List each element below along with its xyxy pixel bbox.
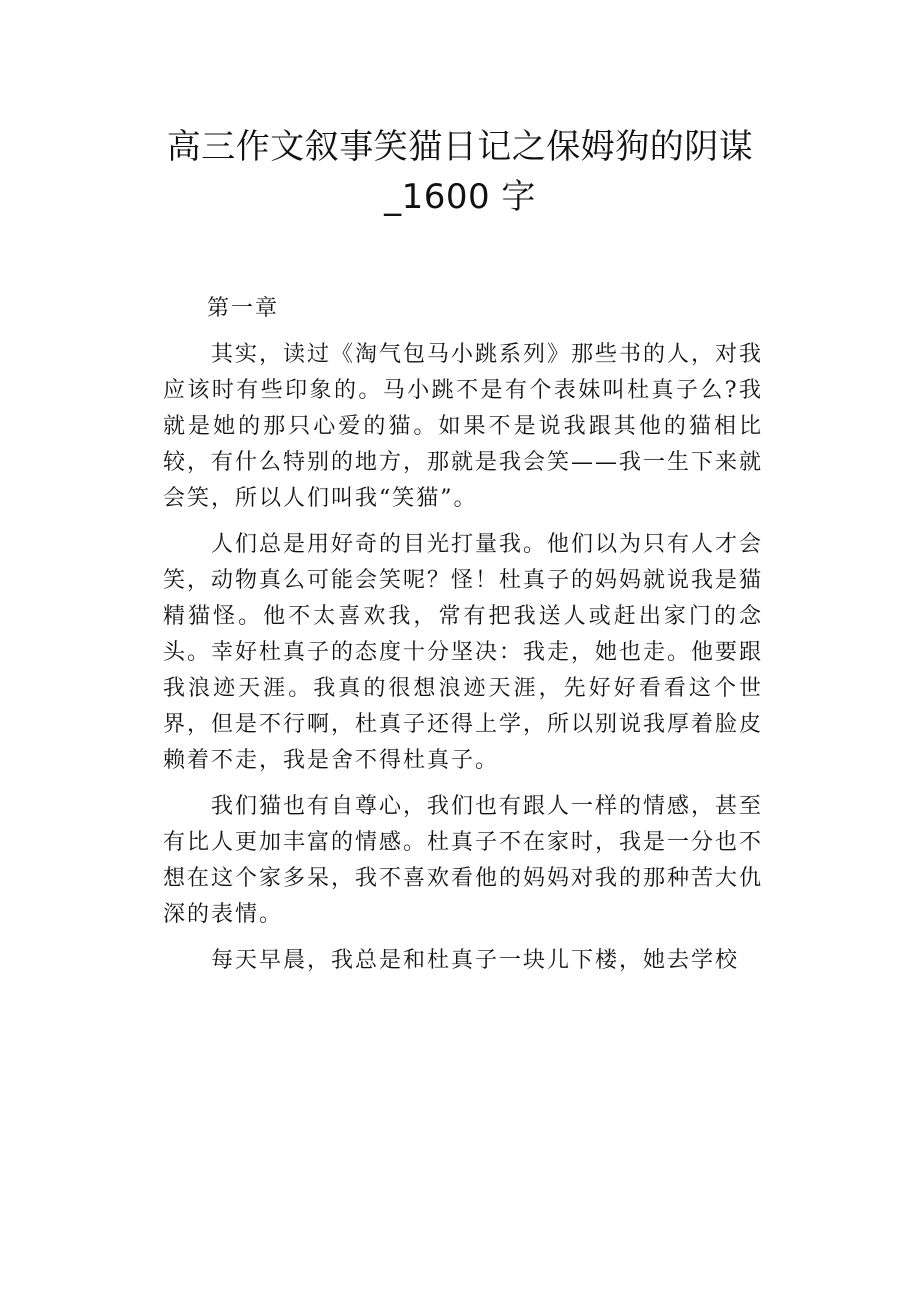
title-line-1: 高三作文叙事笑猫日记之保姆狗的阴谋 <box>166 127 754 167</box>
document-body <box>163 291 763 989</box>
paragraph-4: 每天早晨，我总是和杜真子一块儿下楼，她去学校 <box>211 948 740 973</box>
title-line-2: _1600 字 <box>384 177 536 217</box>
paragraph-1: 其实，读过《淘气包马小跳系列》那些书的人，对我应该时有些印象的。马小跳不是有个表妹叫杜真子么?我就是她的那只心爱的猫。如果不是说我跟其他的猫相比较，有什么特别的地方，那就是我会笑——我一生下来就会笑，所以人们叫我“笑猫”。 <box>163 342 764 511</box>
paragraph-2: 人们总是用好奇的目光打量我。他们以为只有人才会笑，动物真么可能会笑呢？怪！杜真子的妈妈就说我是猫精猫怪。他不太喜欢我，常有把我送人或赶出家门的念头。幸好杜真子的态度十分坚决：我走，她也走。他要跟我浪迹天涯。我真的很想浪迹天涯，先好好看看这个世界，但是不行啊，杜真子还得上学，所以别说我厚着脸皮赖着不走，我是舍不得杜真子。 <box>163 532 764 773</box>
chapter-heading: 第一章 <box>207 296 280 321</box>
document-title <box>150 122 770 222</box>
paragraph-3: 我们猫也有自尊心，我们也有跟人一样的情感，甚至有比人更加丰富的情感。杜真子不在家时，我是一分也不想在这个家多呆，我不喜欢看他的妈妈对我的那种苦大仇深的表情。 <box>163 794 764 927</box>
